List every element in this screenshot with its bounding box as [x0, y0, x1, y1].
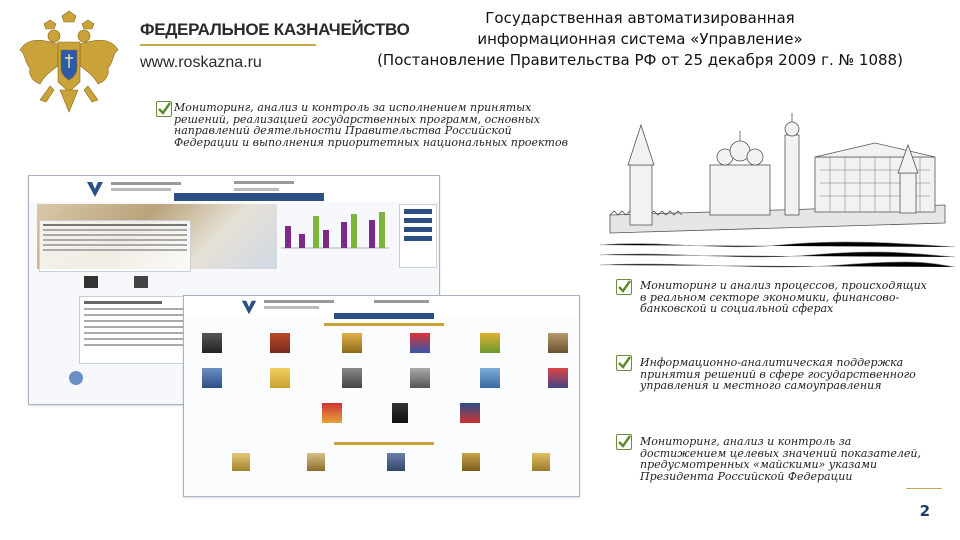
header-text-placeholder	[374, 300, 429, 303]
gas-portal-screenshot-catalog	[183, 295, 580, 497]
bullet-4-line-1: Мониторинг, анализ и контроль за	[640, 435, 852, 448]
page-number-divider	[906, 488, 942, 489]
report-icons-row-4	[202, 453, 562, 483]
monitor-icon	[84, 276, 98, 288]
page-number: 2	[919, 502, 930, 520]
report-icon[interactable]	[548, 333, 568, 353]
bullet-text-2	[640, 280, 940, 315]
title-line-3: (Постановление Правительства РФ от 25 декабря 2009 г. № 1088)	[377, 51, 903, 69]
kremlin-sketch-image	[600, 95, 955, 275]
report-icons-row-1	[202, 333, 562, 363]
portal-logo-icon	[240, 298, 258, 316]
report-icon[interactable]	[202, 333, 222, 353]
bullet-text-1	[174, 102, 594, 148]
title-line-1: Государственная автоматизированная	[485, 9, 795, 27]
double-headed-eagle-emblem	[14, 10, 124, 120]
report-icon[interactable]	[462, 453, 480, 471]
header-text-placeholder	[234, 188, 279, 191]
bullet-4-line-3: предусмотренных «майскими» указами	[640, 458, 878, 471]
header-text-placeholder	[264, 300, 334, 303]
header-text-placeholder	[234, 181, 294, 184]
report-icon[interactable]	[342, 368, 362, 388]
report-icon[interactable]	[480, 368, 500, 388]
bullet-2-line-1: Мониторинг и анализ процессов, происходящих	[640, 279, 927, 292]
side-info-panel	[399, 204, 437, 268]
bullet-4-line-4: Президента Российской Федерации	[640, 469, 853, 483]
title-line-2: информационная система «Управление»	[477, 30, 803, 48]
bullet-text-3	[640, 357, 940, 392]
report-icons-row-3	[202, 403, 562, 433]
bullet-1-line-4: Федерации и выполнения приоритетных национальных проектов	[174, 135, 568, 149]
globe-icon	[69, 371, 83, 385]
slide-title	[330, 8, 950, 71]
bullet-3-line-3: управления и местного самоуправления	[640, 379, 882, 392]
screenshot-nav-bar	[174, 193, 324, 201]
section-heading-bar	[334, 442, 434, 445]
header-text-placeholder	[111, 182, 181, 185]
report-icons-row-2	[202, 368, 562, 398]
portal-logo-icon	[85, 179, 105, 199]
report-icon[interactable]	[270, 333, 290, 353]
check-icon	[156, 101, 172, 117]
header-text-placeholder	[111, 188, 171, 191]
report-icon[interactable]	[460, 403, 480, 423]
report-icon[interactable]	[387, 453, 405, 471]
report-icon[interactable]	[480, 333, 500, 353]
report-icon[interactable]	[410, 333, 430, 353]
report-icon[interactable]	[232, 453, 250, 471]
kpi-bar-chart	[279, 208, 391, 272]
bullet-text-4	[640, 436, 940, 482]
report-icon[interactable]	[202, 368, 222, 388]
report-icon[interactable]	[307, 453, 325, 471]
bullet-1-line-2: решений, реализацией государственных программ, основных	[174, 112, 541, 126]
header-text-placeholder	[264, 306, 319, 309]
bullet-2-line-2: в реальном секторе экономики, финансово-	[640, 290, 900, 304]
bullet-3-line-1: Информационно-аналитическая поддержка	[640, 356, 904, 369]
report-icon[interactable]	[270, 368, 290, 388]
bullet-2-line-3: банковской и социальной сферах	[640, 302, 834, 315]
report-icon[interactable]	[322, 403, 342, 423]
check-icon	[616, 355, 632, 371]
bullet-4-line-2: достижением целевых значений показателей,	[640, 446, 921, 460]
folder-icon	[134, 276, 148, 288]
report-icon[interactable]	[548, 368, 568, 388]
report-icon[interactable]	[342, 333, 362, 353]
org-website: www.roskazna.ru	[140, 54, 262, 71]
org-name: ФЕДЕРАЛЬНОЕ КАЗНАЧЕЙСТВО	[140, 20, 410, 39]
report-icon[interactable]	[410, 368, 430, 388]
report-icon[interactable]	[532, 453, 550, 471]
section-heading-bar	[324, 323, 444, 326]
report-icon[interactable]	[392, 403, 408, 423]
org-divider	[140, 44, 316, 46]
bullet-3-line-2: принятия решений в сфере государственного	[640, 367, 916, 381]
bullet-1-line-3: направлений деятельности Правительства Российской	[174, 124, 512, 137]
check-icon	[616, 279, 632, 295]
check-icon	[616, 434, 632, 450]
banner-text-panel	[39, 220, 191, 272]
bullet-1-line-1: Мониторинг, анализ и контроль за исполнением принятых	[174, 101, 532, 114]
screenshot-nav-bar	[334, 313, 434, 319]
